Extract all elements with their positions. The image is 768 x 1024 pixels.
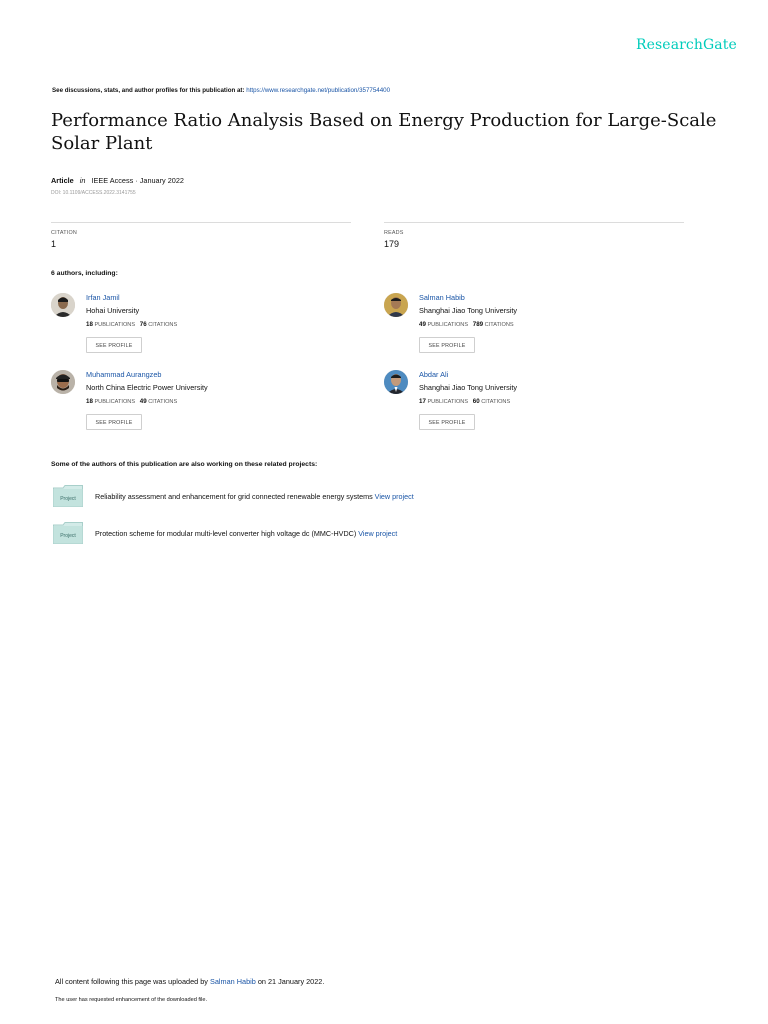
author-stats — [86, 321, 177, 328]
see-profile-button[interactable]: SEE PROFILE — [86, 414, 142, 430]
author-stats — [86, 398, 177, 405]
doi: DOI: 10.1109/ACCESS.2022.3141755 — [51, 190, 136, 196]
publications-label: PUBLICATIONS — [427, 322, 469, 328]
see-profile-button[interactable]: SEE PROFILE — [86, 337, 142, 353]
project-folder-icon[interactable] — [53, 522, 83, 544]
uploaded-suffix: on 21 January 2022. — [255, 977, 325, 986]
project-icon-label: Project — [60, 533, 76, 539]
view-project-link[interactable]: View project — [358, 529, 398, 538]
citations-label: CITATIONS — [148, 399, 178, 405]
researchgate-logo[interactable]: ResearchGate — [636, 37, 737, 53]
citation-label: CITATION — [51, 230, 77, 236]
author-name[interactable]: Muhammad Aurangzeb — [86, 370, 162, 379]
view-project-link[interactable]: View project — [374, 492, 414, 501]
publication-date: · January 2022 — [133, 176, 184, 185]
avatar[interactable] — [51, 293, 75, 317]
citations-label: CITATIONS — [148, 322, 178, 328]
authors-heading: 6 authors, including: — [51, 270, 118, 277]
publication-meta — [51, 176, 184, 185]
divider-left — [51, 222, 351, 223]
author-stats — [419, 398, 510, 405]
avatar[interactable] — [51, 370, 75, 394]
avatar[interactable] — [384, 370, 408, 394]
discussions-text: See discussions, stats, and author profiles for this publication at: — [52, 87, 247, 94]
citations-label: CITATIONS — [484, 322, 514, 328]
publication-title: Performance Ratio Analysis Based on Energy Production for Large-Scale Solar Plant — [51, 110, 717, 154]
publications-count: 18 — [86, 398, 93, 405]
publications-count: 49 — [419, 321, 426, 328]
uploader-link[interactable]: Salman Habib — [209, 977, 256, 986]
citations-count: 60 — [472, 398, 480, 405]
author-name[interactable]: Abdar Ali — [419, 370, 449, 379]
see-profile-button[interactable]: SEE PROFILE — [419, 337, 475, 353]
author-institution: Hohai University — [86, 306, 140, 315]
publications-label: PUBLICATIONS — [94, 399, 136, 405]
journal-name: IEEE Access — [91, 176, 134, 185]
see-profile-button[interactable]: SEE PROFILE — [419, 414, 475, 430]
author-institution: North China Electric Power University — [86, 383, 208, 392]
citations-label: CITATIONS — [481, 399, 511, 405]
author-institution: Shanghai Jiao Tong University — [419, 383, 518, 392]
project-folder-icon[interactable] — [53, 485, 83, 507]
author-institution: Shanghai Jiao Tong University — [419, 306, 518, 315]
citation-count: 1 — [51, 239, 57, 249]
publications-count: 18 — [86, 321, 93, 328]
in-word: in — [79, 176, 86, 185]
project-icon-label: Project — [60, 496, 76, 502]
reads-label: READS — [384, 230, 404, 236]
citations-count: 49 — [139, 398, 147, 405]
uploaded-prefix: All content following this page was uploaded by — [55, 977, 210, 986]
project-item — [95, 492, 414, 501]
citations-count: 789 — [472, 321, 484, 328]
projects-heading: Some of the authors of this publication are also working on these related projects: — [51, 461, 318, 468]
publications-count: 17 — [419, 398, 426, 405]
project-title: Reliability assessment and enhancement for grid connected renewable energy systems — [95, 492, 375, 501]
project-item — [95, 529, 397, 538]
publications-label: PUBLICATIONS — [427, 399, 469, 405]
uploaded-line — [55, 977, 324, 986]
reads-count: 179 — [384, 239, 400, 249]
author-name[interactable]: Salman Habib — [419, 293, 465, 302]
project-title: Protection scheme for modular multi-level converter high voltage dc (MMC-HVDC) — [95, 529, 359, 538]
author-name[interactable]: Irfan Jamil — [86, 293, 120, 302]
avatar[interactable] — [384, 293, 408, 317]
footer-note: The user has requested enhancement of the downloaded file. — [55, 997, 208, 1003]
article-type: Article — [51, 176, 74, 185]
discussions-line — [52, 87, 390, 94]
citations-count: 76 — [139, 321, 147, 328]
author-stats — [419, 321, 514, 328]
divider-right — [384, 222, 684, 223]
publications-label: PUBLICATIONS — [94, 322, 136, 328]
publication-url-link[interactable]: https://www.researchgate.net/publication/357754400 — [246, 87, 391, 94]
